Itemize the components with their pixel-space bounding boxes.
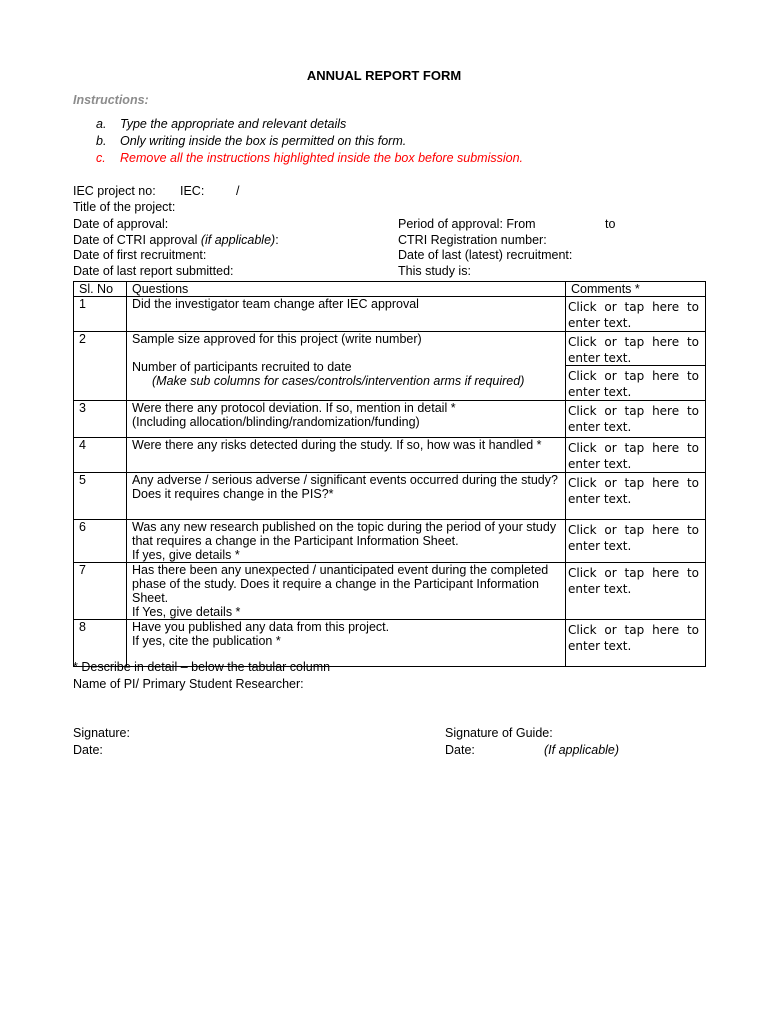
instruction-letter: b. <box>96 134 107 148</box>
ctri-registration-label: CTRI Registration number: <box>398 233 547 247</box>
row-question-text: Were there any protocol deviation. If so, mention in detail * <box>132 401 456 415</box>
row-number: 2 <box>74 332 127 401</box>
instruction-text: Type the appropriate and relevant details <box>120 117 347 131</box>
row-question <box>127 563 566 620</box>
signature-label: Signature: <box>73 726 130 740</box>
comment-cell[interactable] <box>566 438 706 473</box>
comment-placeholder[interactable]: Click or tap here to enter text. <box>568 623 699 653</box>
row-number: 5 <box>74 473 127 520</box>
comment-cell[interactable] <box>566 401 706 438</box>
row-number: 8 <box>74 620 127 667</box>
if-applicable-note: (If applicable) <box>544 743 620 757</box>
instructions-heading: Instructions: <box>73 93 149 107</box>
row-number: 4 <box>74 438 127 473</box>
table-row <box>74 438 706 473</box>
row-question-text-2: If yes, give details * <box>132 548 240 562</box>
row-question-text: Sample size approved for this project (write number) <box>132 332 422 346</box>
describe-note: * Describe in detail – below the tabular column <box>73 660 331 674</box>
comment-cell[interactable] <box>566 473 706 520</box>
date-ctri-text: Date of CTRI approval <box>73 233 198 247</box>
instruction-letter: a. <box>96 117 107 131</box>
form-title: ANNUAL REPORT FORM <box>306 68 462 83</box>
row-question: Were there any risks detected during the study. If so, how was it handled * <box>127 438 566 473</box>
header-questions: Questions <box>127 282 566 297</box>
table-row <box>74 473 706 520</box>
row-question <box>127 401 566 438</box>
comment-cell[interactable] <box>566 297 706 332</box>
signature-guide-label: Signature of Guide: <box>445 726 553 740</box>
row-question-text: Was any new research published on the topic during the period of your study that requires a change in the Participant Information Sheet. <box>132 520 557 548</box>
date-last-recruitment-label: Date of last (latest) recruitment: <box>398 248 573 262</box>
row-number: 3 <box>74 401 127 438</box>
row-question: Did the investigator team change after IEC approval <box>127 297 566 332</box>
questions-table <box>73 281 706 667</box>
instruction-letter: c. <box>96 151 106 165</box>
table-row <box>74 297 706 332</box>
comment-placeholder[interactable]: Click or tap here to enter text. <box>566 365 705 400</box>
comment-placeholder[interactable]: Click or tap here to enter text. <box>568 335 699 365</box>
row-question <box>127 332 566 401</box>
row-question-note: (Make sub columns for cases/controls/intervention arms if required) <box>152 374 525 388</box>
iec-label: IEC: <box>180 184 205 198</box>
date-of-approval-label: Date of approval: <box>73 217 169 231</box>
table-header-row <box>74 282 706 297</box>
instruction-text: Only writing inside the box is permitted on this form. <box>120 134 407 148</box>
instruction-text: Remove all the instructions highlighted inside the box before submission. <box>120 151 524 165</box>
instruction-item-highlighted <box>96 151 523 165</box>
iec-project-no-label: IEC project no: <box>73 184 156 198</box>
name-pi-label: Name of PI/ Primary Student Researcher: <box>73 677 304 691</box>
date-label-left: Date: <box>73 743 103 757</box>
period-of-approval-label: Period of approval: From <box>398 217 536 231</box>
row-question-text-2: If yes, cite the publication * <box>132 634 281 648</box>
header-comments: Comments * <box>566 282 706 297</box>
comment-cell[interactable] <box>566 563 706 620</box>
iec-slash: / <box>236 184 240 198</box>
period-to-label: to <box>605 217 616 231</box>
row-number: 7 <box>74 563 127 620</box>
instruction-item <box>96 117 346 131</box>
row-question-text-2: Number of participants recruited to date <box>132 360 352 374</box>
date-label-right: Date: <box>445 743 475 757</box>
date-ctri-note: (if applicable) <box>200 233 276 247</box>
table-row <box>74 332 706 401</box>
row-question-text: Has there been any unexpected / unanticipated event during the completed phase of the study. Does it require a change in the Participant Information Sheet. <box>132 563 549 605</box>
table-row <box>74 563 706 620</box>
table-row <box>74 401 706 438</box>
title-of-project-label: Title of the project: <box>73 200 176 214</box>
row-question: Any adverse / serious adverse / significant events occurred during the study? Does it requires change in the PIS?* <box>127 473 566 520</box>
comment-placeholder[interactable]: Click or tap here to enter text. <box>568 300 699 330</box>
comment-placeholder[interactable]: Click or tap here to enter text. <box>568 404 699 434</box>
comment-placeholder[interactable]: Click or tap here to enter text. <box>568 566 699 596</box>
row-number: 1 <box>74 297 127 332</box>
table-row <box>74 520 706 563</box>
date-ctri-approval-label <box>73 233 279 247</box>
row-question-text-2: (Including allocation/blinding/randomization/funding) <box>132 415 420 429</box>
row-question-text-2: If Yes, give details * <box>132 605 241 619</box>
date-first-recruitment-label: Date of first recruitment: <box>73 248 207 262</box>
header-sl-no: Sl. No <box>74 282 127 297</box>
comment-placeholder[interactable]: Click or tap here to enter text. <box>568 441 699 471</box>
instruction-item <box>96 134 406 148</box>
comment-placeholder[interactable]: Click or tap here to enter text. <box>568 523 699 553</box>
comment-cell[interactable] <box>566 520 706 563</box>
row-number: 6 <box>74 520 127 563</box>
date-last-report-label: Date of last report submitted: <box>73 264 234 278</box>
date-ctri-colon: : <box>275 233 279 247</box>
this-study-is-label: This study is: <box>398 264 471 278</box>
row-question-text: Have you published any data from this project. <box>132 620 390 634</box>
comment-cell[interactable] <box>566 332 706 401</box>
comment-placeholder[interactable]: Click or tap here to enter text. <box>568 476 699 506</box>
comment-cell[interactable] <box>566 620 706 667</box>
row-question <box>127 520 566 563</box>
